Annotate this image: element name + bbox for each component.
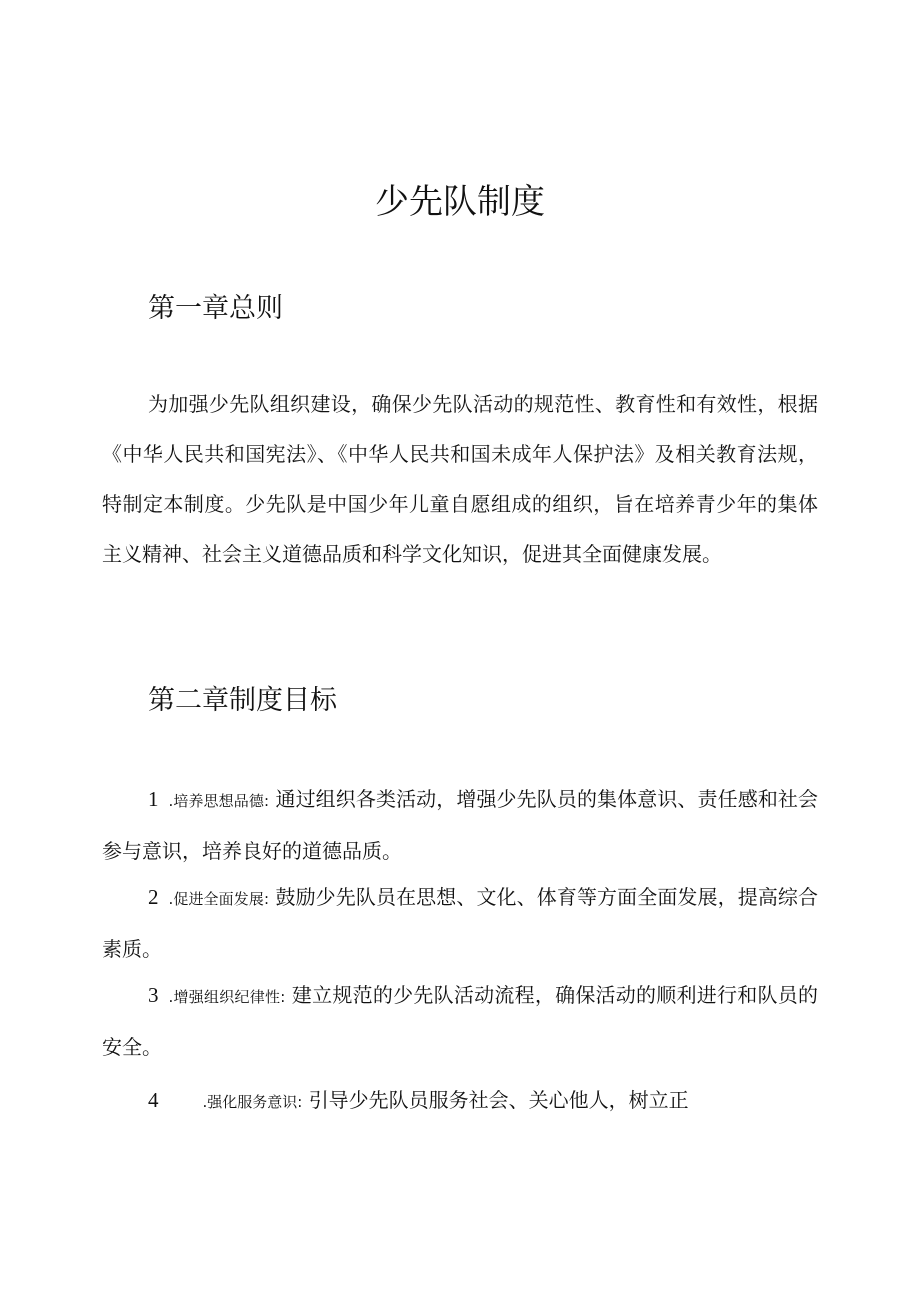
goal-item-1: [102, 774, 818, 876]
goal-text: 鼓励少先队员在思想、文化、体育等方面全面发展，提高综合素质。: [102, 885, 819, 961]
goal-number: 4: [148, 1088, 159, 1112]
goal-item-4: [102, 1075, 818, 1127]
goal-text: 通过组织各类活动，增强少先队员的集体意识、责任感和社会参与意识，培养良好的道德品质。: [102, 787, 819, 863]
goal-text: 建立规范的少先队活动流程，确保活动的顺利进行和队员的安全。: [102, 983, 819, 1059]
chapter-2-heading: 第二章制度目标: [148, 685, 337, 716]
goal-term: .促进全面发展:: [168, 890, 270, 908]
chapter-1-heading: 第一章总则: [148, 293, 283, 324]
goal-number: 2: [148, 885, 159, 909]
goal-term: .强化服务意识:: [202, 1093, 303, 1111]
goal-term: .增强组织纪律性:: [168, 988, 286, 1006]
document-title: 少先队制度: [375, 182, 545, 222]
goal-term: .培养思想品德:: [168, 792, 270, 810]
goal-item-3: [102, 970, 818, 1072]
chapter-1-paragraph: 为加强少先队组织建设，确保少先队活动的规范性、教育性和有效性，根据《中华人民共和国宪法》、《中华人民共和国未成年人保护法》及相关教育法规，特制定本制度。少先队是中国少年儿童自愿组成的组织，旨在培养青少年的集体主义精神、社会主义道德品质和科学文化知识，促进其全面健康发展。: [102, 392, 818, 566]
goal-text: 引导少先队员服务社会、关心他人，树立正: [308, 1088, 689, 1112]
goal-item-2: [102, 872, 818, 974]
goal-number: 1: [148, 787, 159, 811]
goal-number: 3: [148, 983, 159, 1007]
